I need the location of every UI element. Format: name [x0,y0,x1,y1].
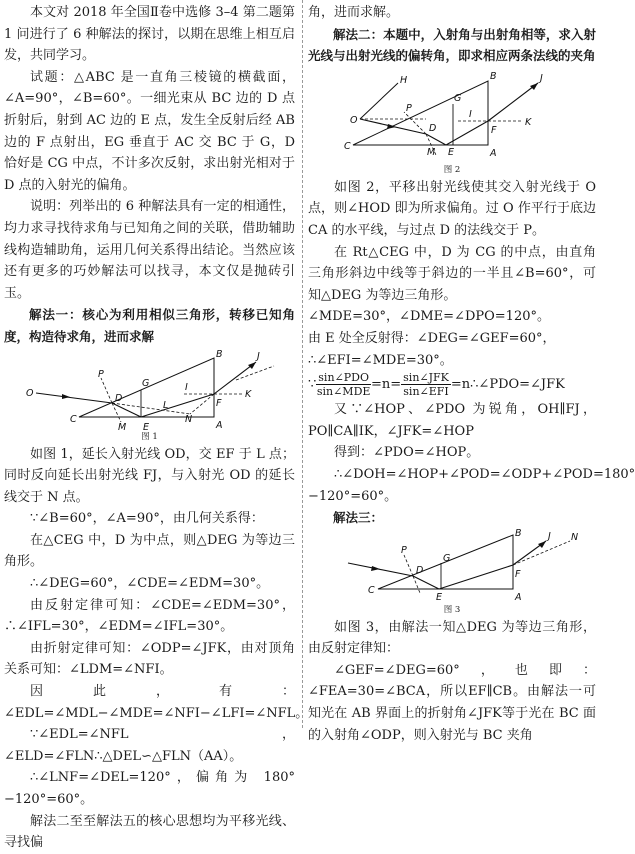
method-3-heading: 解法三： [333,510,384,526]
label-o: O [26,387,34,399]
label-k: K [525,116,532,128]
method-2-p4: 由 E 处全反射得：∠DEG=∠GEF=60°， [308,330,556,346]
fraction-1-numerator: sin∠PDO [318,371,369,385]
method-1-heading: 解法一：核心为利用相似三角形，转移已知角度，构造待求角，进而求解 [4,307,295,344]
equals-n: =n= [370,377,402,393]
method-1-p6: 由折射定律可知：∠ODP=∠JFK，由对顶角关系可知：∠LDM=∠NFI。 [4,640,295,678]
since-symbol: ∵ [308,377,317,393]
label-j: J [548,530,551,542]
label-p: P [98,368,104,380]
method-1-p3: 在△CEG 中，D 为中点，则△DEG 为等边三角形。 [4,532,295,570]
figure-2-caption: 图 2 [443,164,461,175]
fraction-2-denominator: sin∠EFI [403,385,449,399]
note-paragraph: 说明：列举出的 6 种解法具有一定的相通性，均力求寻找待求角与已知角之间的关联，借助辅助线构造辅助角，运用几何关系得出结论。当然应该还有更多的巧妙解法可以找寻，本文仅是抛砖引玉。 [4,199,295,301]
label-p: P [406,102,412,114]
figure-1-caption: 图 1 [141,431,158,442]
label-f: F [515,568,521,580]
label-b: B [515,527,522,539]
figure-1-diagram [4,350,295,432]
figure-1 [4,350,295,443]
label-c: C [70,413,77,425]
label-e: E [143,421,150,433]
method-1-p2: ∵∠B=60°，∠A=90°，由几何关系得： [30,511,264,527]
fraction-2-numerator: sin∠JFK [403,371,449,385]
label-n: N [185,413,193,425]
label-a: A [216,419,223,431]
label-a: A [490,147,497,159]
method-2-p7: 又∵∠HOP、∠PDO 为锐角，OH∥FJ，PO∥CA∥IK，∠JFK=∠HOP [308,402,596,439]
label-l: L [163,399,169,411]
figure-2-diagram [308,69,596,165]
method-1-p10: 解法二至至解法五的核心思想均为平移光线、寻找偏 [4,813,295,851]
label-f: F [216,397,222,409]
intro-paragraph: 本文对 2018 年全国Ⅱ卷中选修 3–4 第二题第 1 问进行了 6 种解法的探讨，以期在思维上相互启发，共同学习。 [4,5,295,64]
method-2-p8: 得到：∠PDO=∠HOP。 [334,445,480,461]
fraction-1 [316,371,371,398]
method-1-p4: ∴∠DEG=60°，∠CDE=∠EDM=30°。 [30,576,270,592]
problem-statement: 试题：△ABC 是一直角三棱镜的横截面，∠A=90°，∠B=60°。一细光束从 BC 边的 D 点折射后，射到 AC 边的 E 点，发生全反射后经 AB 边的 F 点射出，EG 垂直于 AC 交 BC 于 G，D 恰好是 CG 中点，不计多次反射，求出射光相对于 D 点的入射光的偏角。 [4,69,295,193]
label-e: E [448,146,455,158]
label-g: G [443,552,451,564]
label-m: M [118,421,127,433]
label-n: N [571,531,579,543]
method-1-p5: 由反射定律可知：∠CDE=∠EDM=30°，∴∠IFL=30°，∠EDM=∠IFL=30°。 [4,597,295,635]
method-2-fraction-line [308,371,596,399]
fraction-conclusion: =n∴∠PDO=∠JFK [450,377,565,393]
figure-3-caption: 图 3 [443,604,461,615]
label-g: G [142,377,150,389]
method-1-p8: ∵∠EDL=∠NFL，∠ELD=∠FLN∴△DEL∽△FLN（AA）。 [4,727,295,764]
label-i: I [185,381,188,393]
method-3-p1: 如图 3，由解法一知△DEG 为等边三角形，由反射定律知： [308,619,596,657]
method-2-heading: 解法二：本题中，入射角与出射角相等，求入射光线与出射光线的偏转角，即求相应两条法线的夹角 [308,26,596,64]
label-e: E [436,591,443,603]
method-1-p7: 因此，有：∠EDL=∠MDL−∠MDE=∠NFI−∠LFI=∠NFL。 [4,684,309,721]
method-1-p1: 如图 1，延长入射光线 OD，交 EF 于 L 点；同时反向延长出射光线 FJ，与入射光 OD 的延长线交于 N 点。 [4,446,295,505]
method-2-p5: ∴∠EFI=∠MDE=30°。 [308,352,453,368]
label-b: B [216,348,223,360]
method-2-p2: 在 Rt△CEG 中，D 为 CG 的中点，由直角三角形斜边中线等于斜边的一半且∠B=60°，可知△DEG 为等边三角形。 [308,244,596,303]
label-d: D [416,564,424,576]
figure-2 [308,69,596,176]
method-2-p3: ∠MDE=30°，∠DME=∠DPO=120°。 [308,309,550,325]
label-o: O [350,114,358,126]
label-j: J [257,350,260,362]
figure-3 [308,527,596,616]
label-d: D [429,122,437,134]
label-j: J [540,72,543,84]
method-2-p1: 如图 2，平移出射光线使其交入射光线于 O 点，则∠HOD 即为所求偏角。过 O 作平行于底边 CA 的水平线，与过点 D 的法线交于 P。 [308,179,596,238]
label-m: M [427,146,436,158]
method-3-p2: ∠GEF=∠DEG=60°，也即：∠FEA=30=∠BCA，所以EF∥CB。由解法一可知光在 AB 界面上的折射角∠JFK等于光在 BC 面的入射角∠ODP，则入射光与 BC 夹角 [308,662,596,743]
label-c: C [368,584,375,596]
column-divider [302,0,303,728]
method-2-p9: ∴∠DOH=∠HOP+∠POD=∠ODP+∠POD=180°−120°=60°。 [308,466,635,504]
figure-3-diagram [308,527,596,605]
right-column [308,2,635,746]
label-a: A [515,591,522,603]
continuation-line: 角，进而求解。 [308,5,400,20]
label-i: I [469,108,472,120]
label-h: H [400,74,408,86]
label-k: K [245,388,252,400]
label-d: D [115,392,123,404]
label-b: B [490,70,497,82]
left-column [4,2,309,854]
label-c: C [344,140,351,152]
label-f: F [491,124,497,136]
label-p: P [401,544,407,556]
fraction-1-denominator: sin∠MDE [316,385,371,399]
label-g: G [454,92,462,104]
fraction-2 [401,371,451,398]
method-1-p9: ∴∠LNF=∠DEL=120°，偏角为 180°−120°=60°。 [4,770,295,807]
